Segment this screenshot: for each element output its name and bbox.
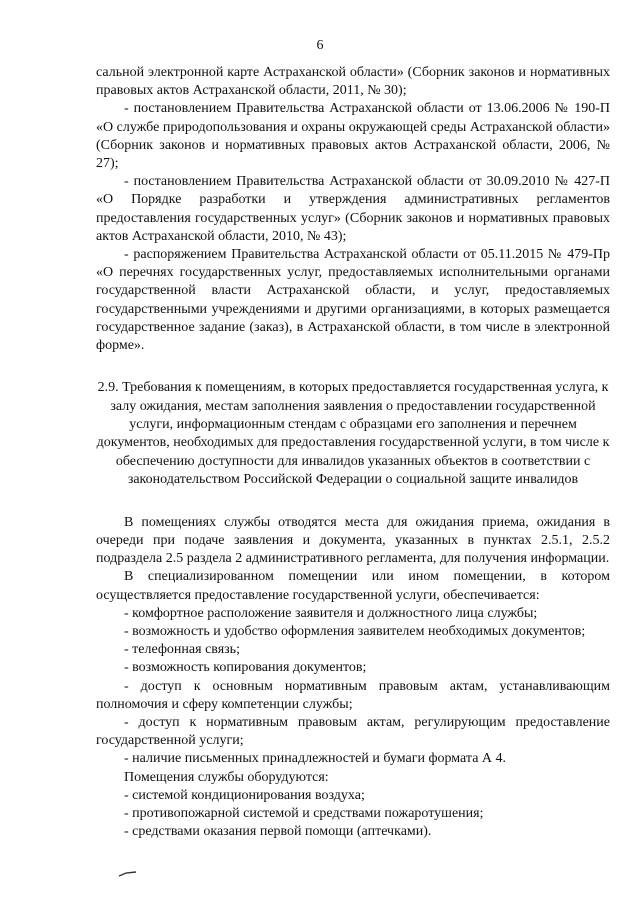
list-item-comfort: - комфортное расположение заявителя и должностного лица службы; [124,605,538,621]
list-item-stationery: - наличие письменных принадлежностей и бумаги формата А 4. [124,751,507,767]
paragraph-resolution-427p: - постановлением Правительства Астраханской области от 30.09.2010 № 427-П «О Порядке разработки и утверждения административных регламентов предоставления государственных услуг» (Сборник законов и нормативных правовых актов Астраханской области, 2010, № 43); [96,174,610,244]
section-heading-2-9: 2.9. Требования к помещениям, в которых предоставляется государственная услуга, к залу ожидания, местам заполнения заявления о предоставлении государственной услуги, информационным стендам с образцами его заполнения и перечнем документов, необходимых для предоставления государственной услуги, в том числе к обеспечению доступности для инвалидов указанных объектов в соответствии с законодательством Российской Федерации о социальной защите инвалидов [96,380,610,488]
list-item-first-aid: - средствами оказания первой помощи (аптечками). [124,824,432,840]
page-number: 6 [316,38,324,53]
paragraph-resolution-190p: - постановлением Правительства Астраханской области от 13.06.2006 № 190-П «О службе природопользования и охраны окружающей среды Астраханской области» (Сборник законов и нормативных правовых актов Астраханской области, 2006, № 27); [96,101,610,172]
body-paragraph-equipment: Помещения службы оборудуются: [124,769,329,785]
body-paragraph-waiting-places: В помещениях службы отводятся места для ожидания приема, ожидания в очереди при подаче заявления и документа, указанных в пунктах 2.5.1, 2.5.2 подраздела 2.5 раздела 2 административного регламента, для получения информации. [96,514,610,567]
list-item-air-conditioning: - системой кондиционирования воздуха; [124,787,365,803]
body-paragraph-provision: В специализированном помещении или ином помещении, в котором осуществляется предоставление государственной услуги, обеспечивается: [96,569,610,603]
paragraph-continuation: сальной электронной карте Астраханской области» (Сборник законов и нормативных правовых актов Астраханской области, 2011, № 30); [96,65,610,99]
list-item-access-basic-acts: - доступ к основным нормативным правовым актам, устанавливающим полномочия и сферу компетенции службы; [96,678,610,712]
list-item-copying: - возможность копирования документов; [124,660,367,676]
list-item-documents: - возможность и удобство оформления заявителем необходимых документов; [124,623,586,639]
document-body [96,64,610,841]
scan-mark-decoration [118,870,138,878]
list-item-phone: - телефонная связь; [124,642,240,658]
paragraph-order-479pr: - распоряжением Правительства Астраханской области от 05.11.2015 № 479-Пр «О перечнях государственных услуг, предоставляемых исполнительными органами государственной власти Астраханской области, и услуг, предоставляемых государственными учреждениями и другими организациями, в которых размещается государственное задание (заказ), в Астраханской области, в том числе в электронной форме». [96,247,610,354]
list-item-access-regulatory-acts: - доступ к нормативным правовым актам, регулирующим предоставление государственной услуги; [96,714,610,749]
list-item-fire-safety: - противопожарной системой и средствами пожаротушения; [124,805,484,821]
